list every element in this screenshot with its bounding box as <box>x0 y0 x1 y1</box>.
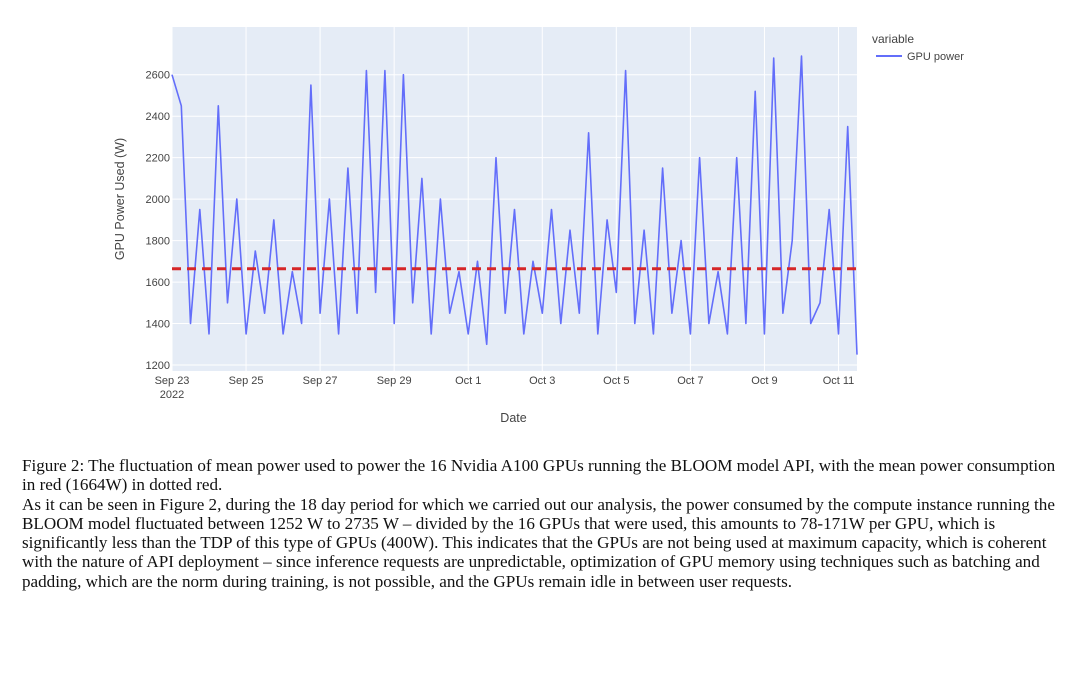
x-axis-title: Date <box>500 411 527 425</box>
x-tick-label: Oct 5 <box>603 375 630 387</box>
legend-item-gpu-power[interactable]: GPU power <box>907 51 964 63</box>
caption-block <box>22 456 1058 591</box>
x-tick-label: Sep 27 <box>302 375 338 387</box>
y-tick-label: 2000 <box>145 194 170 207</box>
y-tick-label: 2600 <box>145 69 170 82</box>
y-tick-label: 1800 <box>145 235 170 248</box>
x-tick-sublabel: 2022 <box>159 389 185 401</box>
x-tick-label: Sep 23 <box>154 375 190 387</box>
y-tick-label: 1400 <box>145 318 170 331</box>
x-tick-label: Oct 3 <box>529 375 556 387</box>
legend-title: variable <box>872 32 915 46</box>
y-tick-label: 1200 <box>145 360 170 372</box>
y-tick-label: 2200 <box>145 152 170 165</box>
y-tick-label: 2400 <box>145 111 170 124</box>
x-tick-label: Sep 29 <box>376 375 412 387</box>
x-axis-ticks <box>155 375 855 401</box>
x-tick-label: Oct 1 <box>455 375 482 387</box>
body-paragraph: As it can be seen in Figure 2, during the 18 day period for which we carried out our analysis, the power consumed by the compute instance running the BLOOM model fluctuated between 1252 W to 2735 W – divided by the 16 GPUs that were used, this amounts to 78-171W per GPU, which is significantly less than the TDP of this type of GPUs (400W). This indicates that the GPUs are not being used at maximum capacity, which is coherent with the nature of API deployment – since inference requests are unpredictable, optimization of GPU memory using techniques such as batching and padding, which are the norm during training, is not possible, and the GPUs remain idle in between user requests. <box>22 494 1055 591</box>
y-axis-title: GPU Power Used (W) <box>113 137 127 261</box>
x-tick-label: Oct 11 <box>822 375 855 387</box>
figure-caption: Figure 2: The fluctuation of mean power used to power the 16 Nvidia A100 GPUs running the BLOOM model API, with the mean power consumption in red (1664W) in dotted red. <box>22 456 1056 495</box>
legend[interactable] <box>872 32 964 63</box>
x-tick-label: Oct 7 <box>677 375 704 387</box>
y-tick-label: 1600 <box>145 277 170 290</box>
x-tick-label: Sep 25 <box>228 375 264 387</box>
y-axis-ticks <box>146 70 170 372</box>
x-tick-label: Oct 9 <box>751 375 778 387</box>
